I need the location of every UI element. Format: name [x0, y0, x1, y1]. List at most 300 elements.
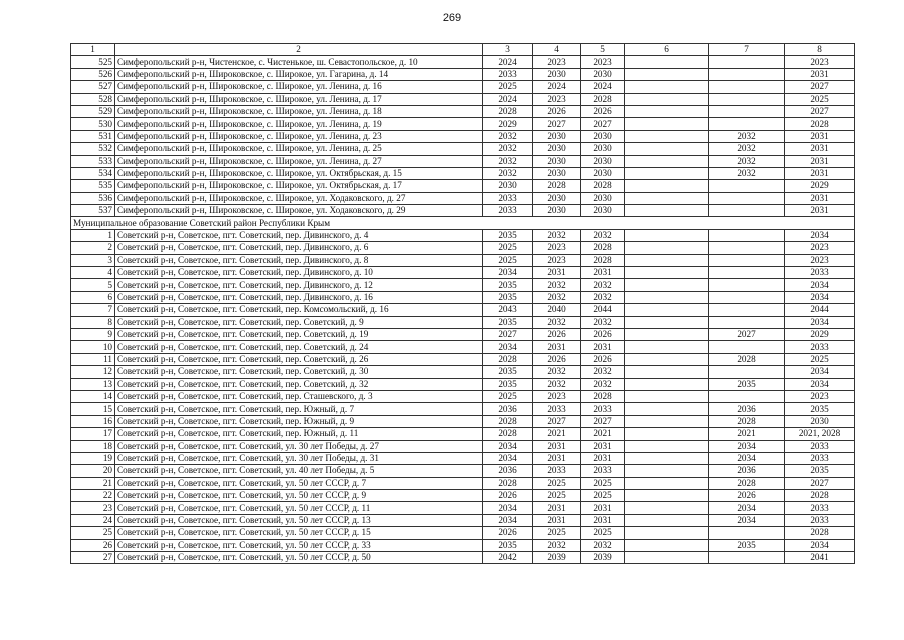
year-cell-4: 2030	[533, 192, 581, 204]
year-cell-4: 2032	[533, 229, 581, 241]
year-cell-5: 2025	[581, 527, 625, 539]
year-cell-5: 2030	[581, 155, 625, 167]
year-cell-5: 2030	[581, 143, 625, 155]
table-row	[71, 341, 855, 353]
year-cell-8: 2031	[785, 68, 855, 80]
year-cell-7	[709, 316, 785, 328]
year-cell-7	[709, 279, 785, 291]
column-header: 3	[483, 44, 533, 56]
year-cell-4: 2031	[533, 267, 581, 279]
row-number-cell: 535	[71, 180, 115, 192]
address-cell: Советский р-н, Советское, пгт. Советский, пер. Дивинского, д. 4	[115, 229, 483, 241]
year-cell-7: 2028	[709, 353, 785, 365]
year-cell-8: 2025	[785, 93, 855, 105]
row-number-cell: 4	[71, 267, 115, 279]
year-cell-3: 2025	[483, 242, 533, 254]
table-row	[71, 205, 855, 217]
address-cell: Симферопольский р-н, Широковское, с. Широкое, ул. Ленина, д. 17	[115, 93, 483, 105]
address-cell: Советский р-н, Советское, пгт. Советский, пер. Дивинского, д. 6	[115, 242, 483, 254]
table-row	[71, 390, 855, 402]
row-number-cell: 5	[71, 279, 115, 291]
year-cell-7	[709, 291, 785, 303]
year-cell-3: 2028	[483, 353, 533, 365]
row-number-cell: 8	[71, 316, 115, 328]
year-cell-4: 2028	[533, 180, 581, 192]
year-cell-4: 2039	[533, 552, 581, 564]
year-cell-5: 2031	[581, 452, 625, 464]
row-number-cell: 15	[71, 403, 115, 415]
year-cell-8: 2035	[785, 403, 855, 415]
year-cell-3: 2034	[483, 514, 533, 526]
year-cell-8: 2027	[785, 81, 855, 93]
year-cell-6	[625, 93, 709, 105]
table-body	[71, 56, 855, 564]
table-row	[71, 81, 855, 93]
year-cell-6	[625, 514, 709, 526]
address-cell: Советский р-н, Советское, пгт. Советский, пер. Дивинского, д. 10	[115, 267, 483, 279]
year-cell-4: 2026	[533, 353, 581, 365]
table-row	[71, 502, 855, 514]
year-cell-8: 2034	[785, 366, 855, 378]
year-cell-3: 2025	[483, 390, 533, 402]
year-cell-4: 2023	[533, 242, 581, 254]
table-row	[71, 56, 855, 68]
column-header: 5	[581, 44, 625, 56]
row-number-cell: 526	[71, 68, 115, 80]
year-cell-6	[625, 477, 709, 489]
year-cell-3: 2035	[483, 229, 533, 241]
year-cell-7	[709, 267, 785, 279]
year-cell-8: 2033	[785, 514, 855, 526]
year-cell-6	[625, 452, 709, 464]
year-cell-5: 2031	[581, 502, 625, 514]
row-number-cell: 11	[71, 353, 115, 365]
year-cell-5: 2028	[581, 180, 625, 192]
column-header: 8	[785, 44, 855, 56]
address-cell: Советский р-н, Советское, пгт. Советский, ул. 50 лет СССР, д. 13	[115, 514, 483, 526]
address-cell: Советский р-н, Советское, пгт. Советский, ул. 30 лет Победы, д. 27	[115, 440, 483, 452]
year-cell-4: 2032	[533, 291, 581, 303]
year-cell-7: 2027	[709, 328, 785, 340]
year-cell-8: 2031	[785, 143, 855, 155]
year-cell-8: 2028	[785, 490, 855, 502]
year-cell-7	[709, 242, 785, 254]
year-cell-3: 2025	[483, 254, 533, 266]
year-cell-5: 2031	[581, 514, 625, 526]
year-cell-7	[709, 93, 785, 105]
year-cell-5: 2025	[581, 490, 625, 502]
year-cell-3: 2036	[483, 465, 533, 477]
year-cell-4: 2032	[533, 316, 581, 328]
year-cell-4: 2032	[533, 366, 581, 378]
year-cell-4: 2040	[533, 304, 581, 316]
row-number-cell: 536	[71, 192, 115, 204]
year-cell-3: 2042	[483, 552, 533, 564]
year-cell-5: 2031	[581, 267, 625, 279]
year-cell-3: 2035	[483, 378, 533, 390]
address-cell: Симферопольский р-н, Широковское, с. Широкое, ул. Ленина, д. 19	[115, 118, 483, 130]
address-cell: Советский р-н, Советское, пгт. Советский, ул. 30 лет Победы, д. 31	[115, 452, 483, 464]
year-cell-8: 2021, 2028	[785, 428, 855, 440]
row-number-cell: 20	[71, 465, 115, 477]
year-cell-7	[709, 229, 785, 241]
table-row	[71, 105, 855, 117]
year-cell-4: 2033	[533, 465, 581, 477]
row-number-cell: 21	[71, 477, 115, 489]
year-cell-6	[625, 316, 709, 328]
table-row	[71, 167, 855, 179]
year-cell-5: 2032	[581, 291, 625, 303]
address-cell: Советский р-н, Советское, пгт. Советский, ул. 50 лет СССР, д. 15	[115, 527, 483, 539]
year-cell-8: 2027	[785, 477, 855, 489]
year-cell-6	[625, 267, 709, 279]
year-cell-5: 2030	[581, 167, 625, 179]
year-cell-6	[625, 180, 709, 192]
year-cell-6	[625, 527, 709, 539]
year-cell-3: 2036	[483, 403, 533, 415]
table-row	[71, 143, 855, 155]
year-cell-4: 2031	[533, 514, 581, 526]
table-row	[71, 477, 855, 489]
year-cell-5: 2032	[581, 366, 625, 378]
year-cell-3: 2028	[483, 477, 533, 489]
year-cell-7	[709, 205, 785, 217]
year-cell-8: 2031	[785, 205, 855, 217]
year-cell-6	[625, 502, 709, 514]
address-cell: Советский р-н, Советское, пгт. Советский, ул. 50 лет СССР, д. 50	[115, 552, 483, 564]
year-cell-7	[709, 105, 785, 117]
year-cell-5: 2032	[581, 378, 625, 390]
year-cell-6	[625, 440, 709, 452]
year-cell-8: 2027	[785, 105, 855, 117]
row-number-cell: 3	[71, 254, 115, 266]
address-cell: Советский р-н, Советское, пгт. Советский, пер. Советский, д. 26	[115, 353, 483, 365]
year-cell-7: 2034	[709, 514, 785, 526]
year-cell-7: 2034	[709, 452, 785, 464]
year-cell-6	[625, 254, 709, 266]
row-number-cell: 10	[71, 341, 115, 353]
column-header: 2	[115, 44, 483, 56]
year-cell-8: 2030	[785, 415, 855, 427]
year-cell-7: 2035	[709, 378, 785, 390]
year-cell-3: 2034	[483, 267, 533, 279]
year-cell-5: 2044	[581, 304, 625, 316]
year-cell-6	[625, 304, 709, 316]
year-cell-6	[625, 81, 709, 93]
year-cell-5: 2033	[581, 403, 625, 415]
address-cell: Советский р-н, Советское, пгт. Советский, пер. Дивинского, д. 12	[115, 279, 483, 291]
year-cell-5: 2027	[581, 118, 625, 130]
year-cell-8: 2034	[785, 291, 855, 303]
row-number-cell: 1	[71, 229, 115, 241]
table-row	[71, 254, 855, 266]
year-cell-8: 2034	[785, 539, 855, 551]
year-cell-3: 2024	[483, 56, 533, 68]
row-number-cell: 9	[71, 328, 115, 340]
year-cell-7	[709, 390, 785, 402]
year-cell-7: 2032	[709, 143, 785, 155]
year-cell-3: 2035	[483, 539, 533, 551]
year-cell-5: 2030	[581, 192, 625, 204]
table-row	[71, 452, 855, 464]
year-cell-8: 2023	[785, 254, 855, 266]
address-cell: Симферопольский р-н, Широковское, с. Широкое, ул. Октябрьская, д. 17	[115, 180, 483, 192]
year-cell-3: 2026	[483, 490, 533, 502]
row-number-cell: 17	[71, 428, 115, 440]
table-row	[71, 130, 855, 142]
year-cell-3: 2032	[483, 143, 533, 155]
year-cell-4: 2026	[533, 105, 581, 117]
year-cell-7: 2036	[709, 465, 785, 477]
year-cell-4: 2033	[533, 403, 581, 415]
year-cell-4: 2023	[533, 93, 581, 105]
year-cell-4: 2023	[533, 390, 581, 402]
year-cell-8: 2028	[785, 118, 855, 130]
address-cell: Советский р-н, Советское, пгт. Советский, пер. Южный, д. 7	[115, 403, 483, 415]
year-cell-4: 2027	[533, 118, 581, 130]
row-number-cell: 531	[71, 130, 115, 142]
table-row	[71, 465, 855, 477]
year-cell-4: 2023	[533, 254, 581, 266]
year-cell-6	[625, 465, 709, 477]
table-row	[71, 378, 855, 390]
table-row	[71, 353, 855, 365]
year-cell-3: 2032	[483, 155, 533, 167]
address-cell: Советский р-н, Советское, пгт. Советский, ул. 50 лет СССР, д. 33	[115, 539, 483, 551]
year-cell-6	[625, 229, 709, 241]
year-cell-3: 2029	[483, 118, 533, 130]
year-cell-8: 2033	[785, 440, 855, 452]
year-cell-8: 2034	[785, 316, 855, 328]
year-cell-7: 2028	[709, 415, 785, 427]
year-cell-3: 2035	[483, 316, 533, 328]
section-title: Муниципальное образование Советский район Республики Крым	[71, 217, 855, 229]
year-cell-8: 2031	[785, 167, 855, 179]
year-cell-6	[625, 403, 709, 415]
year-cell-5: 2028	[581, 390, 625, 402]
row-number-cell: 7	[71, 304, 115, 316]
table-row	[71, 279, 855, 291]
year-cell-7: 2034	[709, 440, 785, 452]
address-cell: Советский р-н, Советское, пгт. Советский, пер. Дивинского, д. 8	[115, 254, 483, 266]
year-cell-8: 2033	[785, 502, 855, 514]
page-number: 269	[442, 12, 462, 24]
row-number-cell: 24	[71, 514, 115, 526]
year-cell-3: 2033	[483, 68, 533, 80]
year-cell-6	[625, 415, 709, 427]
year-cell-4: 2030	[533, 130, 581, 142]
year-cell-3: 2032	[483, 130, 533, 142]
year-cell-8: 2023	[785, 390, 855, 402]
year-cell-6	[625, 552, 709, 564]
year-cell-4: 2032	[533, 539, 581, 551]
section-header-row	[71, 217, 855, 229]
year-cell-4: 2026	[533, 328, 581, 340]
year-cell-5: 2030	[581, 205, 625, 217]
year-cell-5: 2026	[581, 328, 625, 340]
row-number-cell: 527	[71, 81, 115, 93]
year-cell-8: 2034	[785, 229, 855, 241]
year-cell-5: 2021	[581, 428, 625, 440]
row-number-cell: 528	[71, 93, 115, 105]
row-number-cell: 12	[71, 366, 115, 378]
year-cell-8: 2031	[785, 155, 855, 167]
row-number-cell: 14	[71, 390, 115, 402]
row-number-cell: 537	[71, 205, 115, 217]
table-row	[71, 267, 855, 279]
year-cell-6	[625, 143, 709, 155]
year-cell-8: 2035	[785, 465, 855, 477]
row-number-cell: 19	[71, 452, 115, 464]
year-cell-5: 2024	[581, 81, 625, 93]
year-cell-4: 2030	[533, 68, 581, 80]
table-row	[71, 155, 855, 167]
year-cell-6	[625, 167, 709, 179]
address-cell: Советский р-н, Советское, пгт. Советский, пер. Советский, д. 30	[115, 366, 483, 378]
year-cell-6	[625, 328, 709, 340]
year-cell-5: 2031	[581, 341, 625, 353]
year-cell-7: 2021	[709, 428, 785, 440]
year-cell-6	[625, 291, 709, 303]
year-cell-5: 2031	[581, 440, 625, 452]
year-cell-4: 2031	[533, 440, 581, 452]
table-row	[71, 415, 855, 427]
year-cell-3: 2034	[483, 452, 533, 464]
table-row	[71, 291, 855, 303]
year-cell-3: 2033	[483, 192, 533, 204]
row-number-cell: 16	[71, 415, 115, 427]
year-cell-7: 2032	[709, 167, 785, 179]
table-row	[71, 428, 855, 440]
year-cell-7: 2034	[709, 502, 785, 514]
year-cell-3: 2034	[483, 341, 533, 353]
address-cell: Симферопольский р-н, Широковское, с. Широкое, ул. Ходаковского, д. 29	[115, 205, 483, 217]
year-cell-8: 2031	[785, 130, 855, 142]
year-cell-8: 2041	[785, 552, 855, 564]
year-cell-3: 2035	[483, 291, 533, 303]
address-cell: Советский р-н, Советское, пгт. Советский, пер. Южный, д. 11	[115, 428, 483, 440]
address-cell: Советский р-н, Советское, пгт. Советский, пер. Дивинского, д. 16	[115, 291, 483, 303]
year-cell-4: 2025	[533, 490, 581, 502]
address-cell: Советский р-н, Советское, пгт. Советский, ул. 50 лет СССР, д. 9	[115, 490, 483, 502]
row-number-cell: 23	[71, 502, 115, 514]
column-header: 6	[625, 44, 709, 56]
column-header: 7	[709, 44, 785, 56]
year-cell-8: 2044	[785, 304, 855, 316]
year-cell-3: 2028	[483, 428, 533, 440]
year-cell-8: 2023	[785, 242, 855, 254]
year-cell-7	[709, 527, 785, 539]
year-cell-4: 2032	[533, 279, 581, 291]
row-number-cell: 25	[71, 527, 115, 539]
year-cell-5: 2023	[581, 56, 625, 68]
year-cell-6	[625, 341, 709, 353]
year-cell-8: 2031	[785, 192, 855, 204]
address-cell: Симферопольский р-н, Широковское, с. Широкое, ул. Ленина, д. 25	[115, 143, 483, 155]
row-number-cell: 534	[71, 167, 115, 179]
year-cell-7: 2028	[709, 477, 785, 489]
year-cell-6	[625, 105, 709, 117]
address-cell: Симферопольский р-н, Широковское, с. Широкое, ул. Октябрьская, д. 15	[115, 167, 483, 179]
year-cell-5: 2030	[581, 130, 625, 142]
year-cell-8: 2033	[785, 341, 855, 353]
year-cell-7	[709, 68, 785, 80]
table-row	[71, 229, 855, 241]
address-cell: Советский р-н, Советское, пгт. Советский, пер. Советский, д. 9	[115, 316, 483, 328]
year-cell-4: 2030	[533, 205, 581, 217]
address-cell: Советский р-н, Советское, пгт. Советский, пер. Южный, д. 9	[115, 415, 483, 427]
table-row	[71, 552, 855, 564]
year-cell-5: 2032	[581, 316, 625, 328]
year-cell-7	[709, 366, 785, 378]
year-cell-3: 2034	[483, 502, 533, 514]
table-row	[71, 403, 855, 415]
year-cell-5: 2032	[581, 539, 625, 551]
table-row	[71, 68, 855, 80]
year-cell-4: 2030	[533, 155, 581, 167]
year-cell-4: 2031	[533, 502, 581, 514]
year-cell-4: 2025	[533, 477, 581, 489]
address-cell: Советский р-н, Советское, пгт. Советский, пер. Советский, д. 32	[115, 378, 483, 390]
address-cell: Симферопольский р-н, Чистенское, с. Чистенькое, ш. Севастопольское, д. 10	[115, 56, 483, 68]
row-number-cell: 533	[71, 155, 115, 167]
table-row	[71, 304, 855, 316]
row-number-cell: 532	[71, 143, 115, 155]
row-number-cell: 525	[71, 56, 115, 68]
year-cell-5: 2039	[581, 552, 625, 564]
year-cell-5: 2026	[581, 353, 625, 365]
year-cell-7: 2035	[709, 539, 785, 551]
table-row	[71, 192, 855, 204]
year-cell-8: 2023	[785, 56, 855, 68]
year-cell-6	[625, 279, 709, 291]
year-cell-8: 2025	[785, 353, 855, 365]
year-cell-7: 2036	[709, 403, 785, 415]
year-cell-6	[625, 539, 709, 551]
year-cell-7	[709, 56, 785, 68]
year-cell-5: 2032	[581, 279, 625, 291]
year-cell-6	[625, 378, 709, 390]
year-cell-6	[625, 68, 709, 80]
table-row	[71, 328, 855, 340]
row-number-cell: 2	[71, 242, 115, 254]
year-cell-3: 2028	[483, 105, 533, 117]
address-cell: Симферопольский р-н, Широковское, с. Широкое, ул. Ленина, д. 18	[115, 105, 483, 117]
year-cell-8: 2034	[785, 378, 855, 390]
table-row	[71, 316, 855, 328]
table-row	[71, 366, 855, 378]
year-cell-8: 2029	[785, 328, 855, 340]
address-cell: Советский р-н, Советское, пгт. Советский, ул. 50 лет СССР, д. 7	[115, 477, 483, 489]
year-cell-4: 2030	[533, 167, 581, 179]
year-cell-4: 2032	[533, 378, 581, 390]
year-cell-6	[625, 242, 709, 254]
year-cell-8: 2028	[785, 527, 855, 539]
address-cell: Советский р-н, Советское, пгт. Советский, пер. Сташевского, д. 3	[115, 390, 483, 402]
column-header: 1	[71, 44, 115, 56]
year-cell-7	[709, 254, 785, 266]
year-cell-7	[709, 341, 785, 353]
table-row	[71, 118, 855, 130]
address-cell: Симферопольский р-н, Широковское, с. Широкое, ул. Ленина, д. 27	[115, 155, 483, 167]
year-cell-4: 2021	[533, 428, 581, 440]
year-cell-7	[709, 304, 785, 316]
row-number-cell: 26	[71, 539, 115, 551]
year-cell-5: 2030	[581, 68, 625, 80]
address-cell: Симферопольский р-н, Широковское, с. Широкое, ул. Ленина, д. 23	[115, 130, 483, 142]
row-number-cell: 530	[71, 118, 115, 130]
address-cell: Советский р-н, Советское, пгт. Советский, ул. 50 лет СССР, д. 11	[115, 502, 483, 514]
